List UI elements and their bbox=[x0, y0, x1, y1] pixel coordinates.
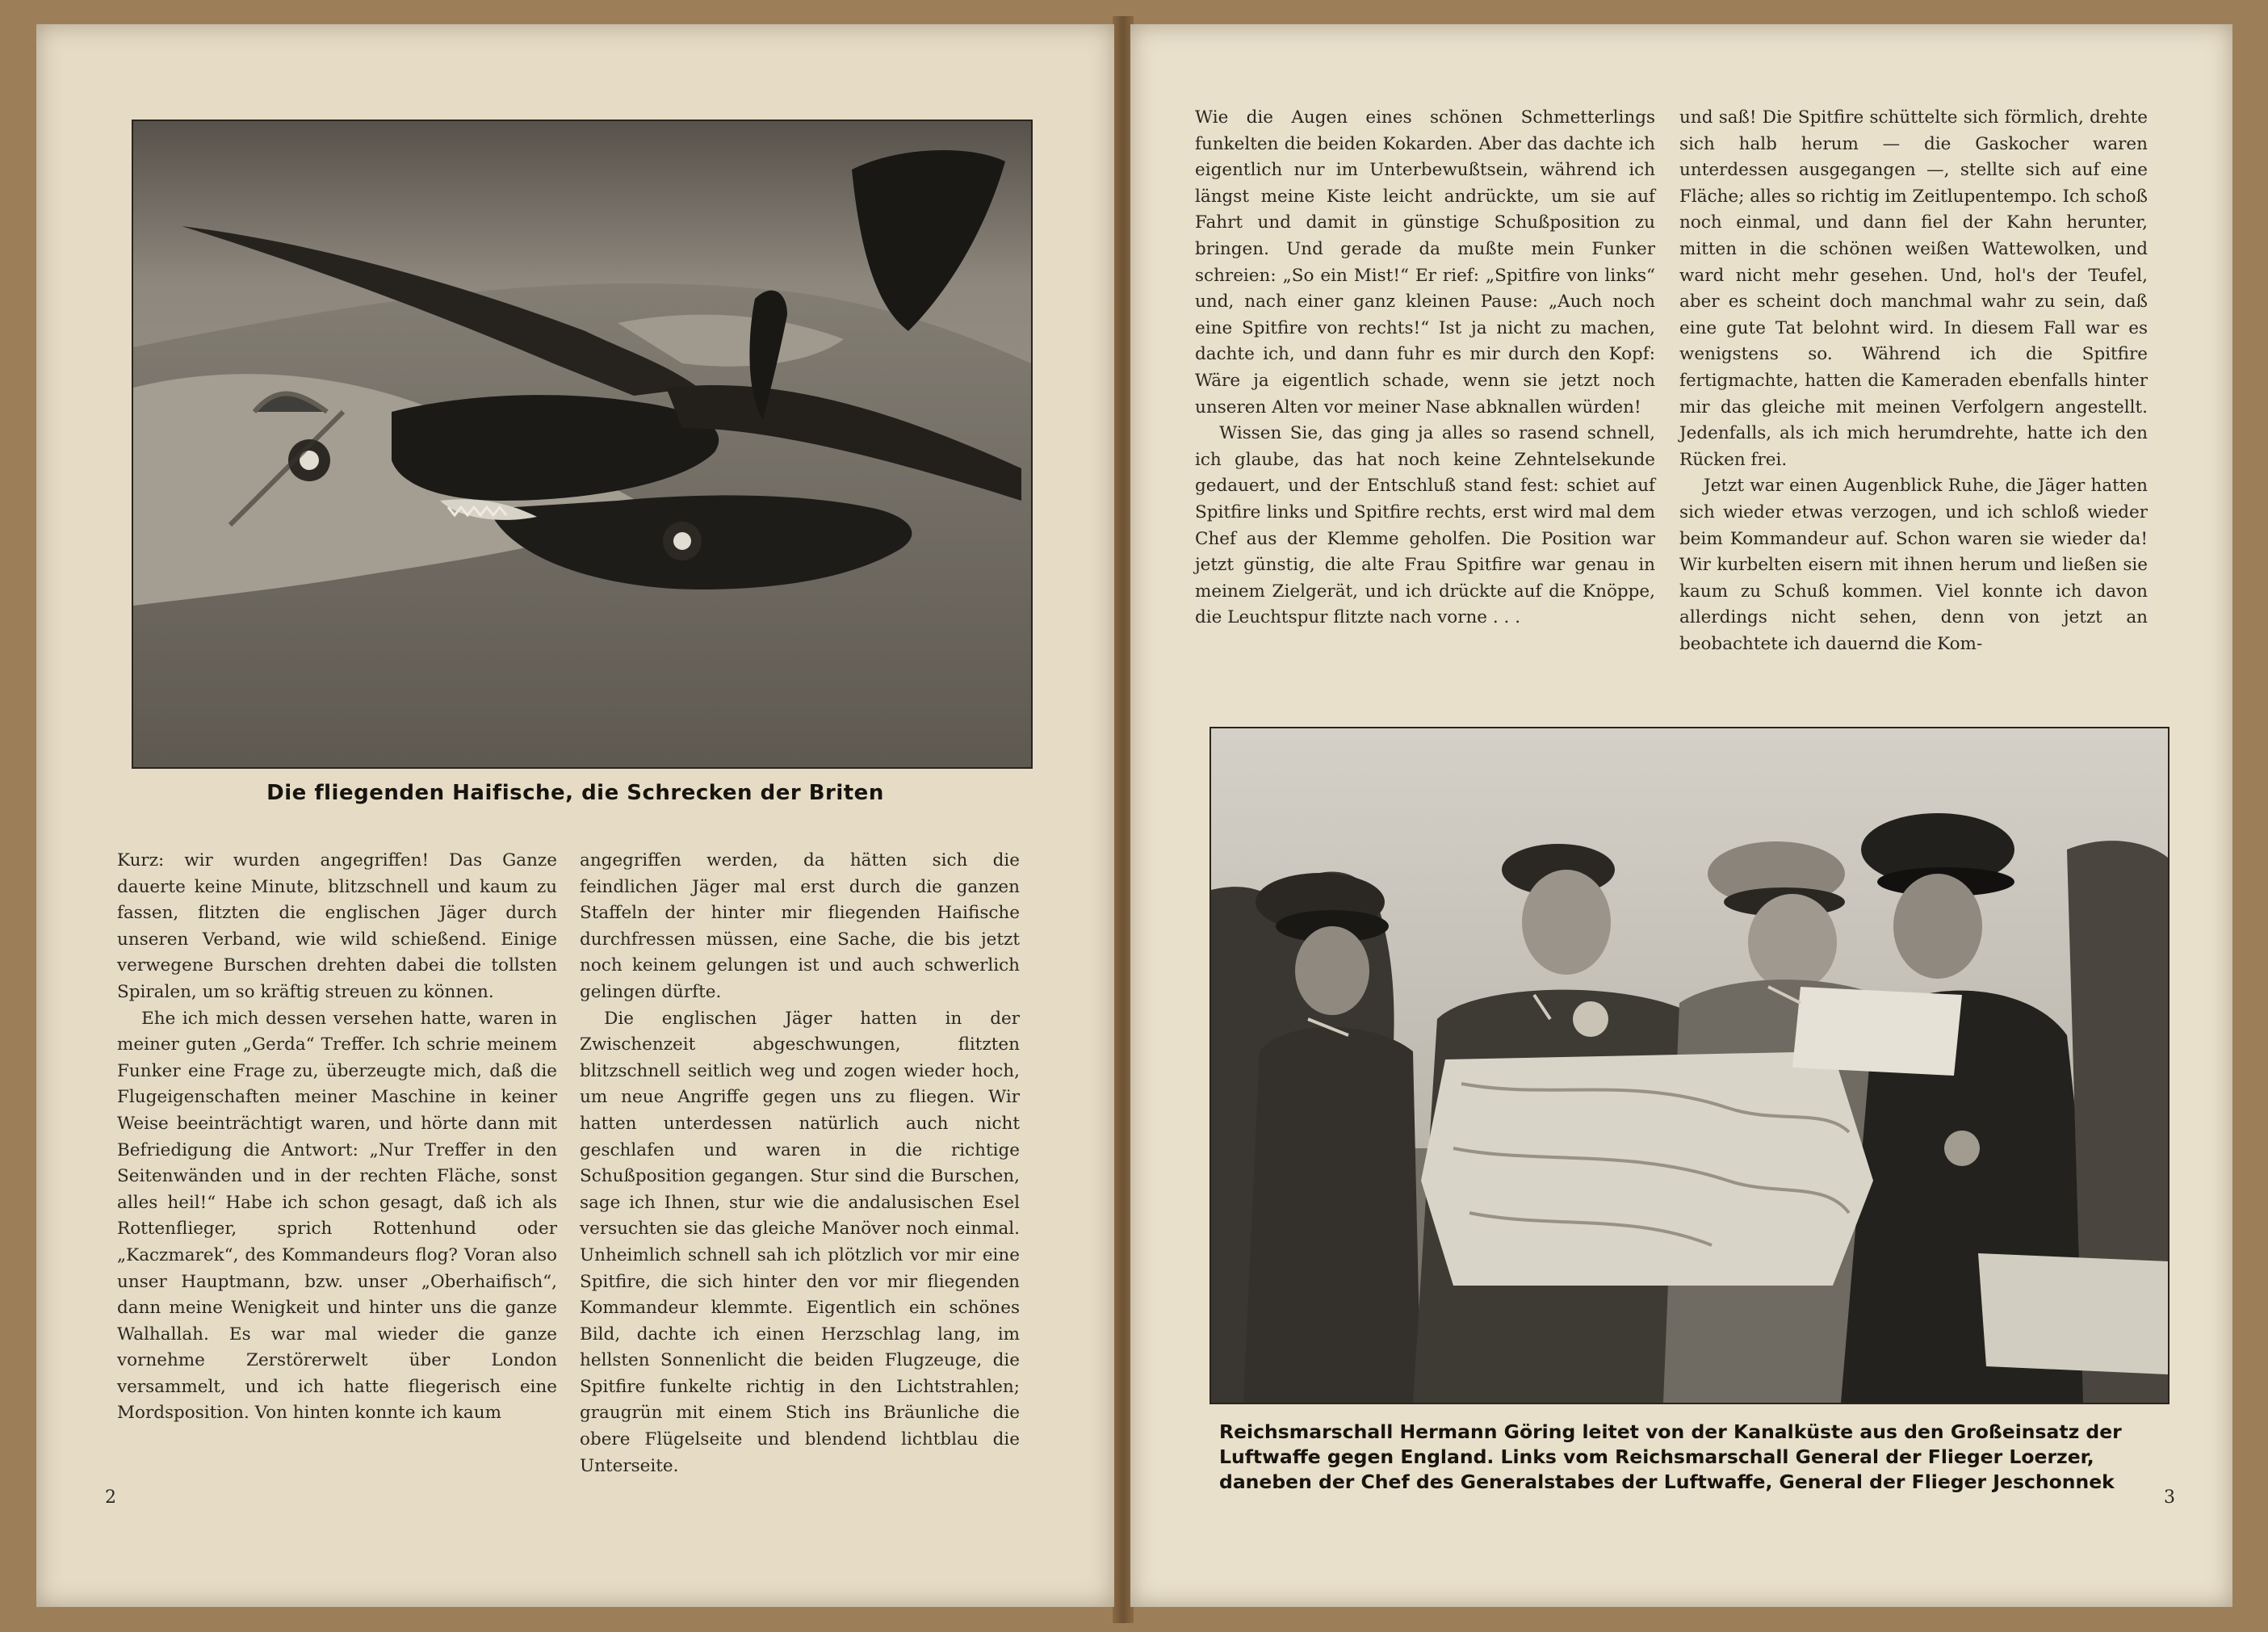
paragraph: Kurz: wir wurden angegriffen! Das Ganze dauerte keine Minute, blitzschnell und kaum zu fassen, flitzten die englischen Jäger durch unseren Verband, wie wild schießend. Einige verwegene Burschen drehten dabei die tollsten Spiralen, um so kräftig streuen zu können. bbox=[117, 850, 557, 1002]
officers-photo-caption bbox=[1219, 1420, 2172, 1495]
right-page-column-2 bbox=[1679, 105, 2148, 657]
page-number-left: 2 bbox=[105, 1487, 116, 1508]
aircraft-photo-caption: Die fliegenden Haifische, die Schrecken der Briten bbox=[266, 781, 884, 805]
left-page-column-1 bbox=[117, 848, 557, 1427]
paragraph: Ehe ich mich dessen versehen hatte, waren in meiner guten „Gerda“ Treffer. Ich schrie meinem Funker eine Frage zu, überzeugte mich, daß die Flugeigenschaften meiner Maschine in keiner Weise beeinträchtigt waren, und hörte dann mit Befriedigung die Antwort: „Nur Treffer in den Seitenwänden und in der rechten Fläche, sonst alles heil!“ Habe ich schon gesagt, daß ich als Rottenflieger, sprich Rottenhund oder „Kaczmarek“, des Kommandeurs flog? Voran also unser Hauptmann, bzw. unser „Oberhaifisch“, dann meine Wenigkeit und hinter uns die ganze Walhallah. Es war mal wieder die ganze vornehme Zerstörerwelt über London versammelt, und ich hatte fliegerisch eine Mordsposition. Von hinten konnte ich kaum bbox=[117, 1008, 557, 1424]
caption-line: daneben der Chef des Generalstabes der Luftwaffe, General der Flieger Jeschonnek bbox=[1219, 1470, 2115, 1493]
page-number-right: 3 bbox=[2164, 1487, 2175, 1508]
right-page-column-1 bbox=[1195, 105, 1655, 631]
paragraph: und saß! Die Spitfire schüttelte sich förmlich, drehte sich halb herum — die Gaskocher waren unterdessen ausgegangen —, stellte sich auf eine Fläche; alles so richtig im Zeitlupentempo. Ich schoß noch einmal, und dann fiel der Kahn herunter, mitten in die schönen weißen Wattewolken, und ward nicht mehr gesehen. Und, hol's der Teufel, aber es scheint doch manchmal wahr zu sein, daß eine gute Tat belohnt wird. In diesem Fall war es wenigstens so. Während ich die Spitfire fertigmachte, hatten die Kameraden ebenfalls hinter mir das gleiche mit meinen Verfolgern angestellt. Jedenfalls, als ich mich herumdrehte, hatte ich den Rücken frei. bbox=[1679, 107, 2148, 470]
officers-with-map-illustration bbox=[1211, 728, 2168, 1403]
paragraph: angegriffen werden, da hätten sich die feindlichen Jäger mal erst durch die ganzen Staffeln der hinter mir fliegenden Haifische durchfressen müssen, eine Sache, die bis jetzt noch keinem gelungen ist und auch schwerlich gelingen dürfte. bbox=[580, 850, 1020, 1002]
aircraft-photo bbox=[132, 120, 1033, 769]
caption-line: Luftwaffe gegen England. Links vom Reichsmarschall General der Flieger Loerzer, bbox=[1219, 1445, 2094, 1468]
paragraph: Jetzt war einen Augenblick Ruhe, die Jäger hatten sich wieder etwas verzogen, und ich schloß wieder beim Kommandeur auf. Schon waren sie wieder da! Wir kurbelten eisern mit ihnen herum und ließen sie kaum zu Schuß kommen. Viel konnte ich davon allerdings nicht sehen, denn von jetzt an beobachtete ich dauernd die Kom- bbox=[1679, 476, 2148, 654]
officers-photo bbox=[1209, 727, 2169, 1404]
paragraph: Wissen Sie, das ging ja alles so rasend schnell, ich glaube, das hat noch keine Zehntelsekunde gedauert, und der Entschluß stand fest: schiet auf Spitfire links und Spitfire rechts, erst wird mal dem Chef aus der Klemme geholfen. Die Position war jetzt günstig, die alte Frau Spitfire war genau in meinem Zielgerät, und ich drückte auf die Knöppe, die Leuchtspur flitzte nach vorne . . . bbox=[1195, 423, 1655, 628]
right-page bbox=[1130, 24, 2232, 1607]
messerschmitt-bf110-illustration bbox=[133, 121, 1031, 767]
paragraph: Die englischen Jäger hatten in der Zwischenzeit abgeschwungen, flitzten blitzschnell seitlich weg und zogen wieder hoch, um neue Angriffe gegen uns zu fliegen. Wir hatten unterdessen natürlich auch nicht geschlafen und waren in die richtige Schußposition gegangen. Stur sind die Burschen, sage ich Ihnen, stur wie die andalusischen Esel versuchten sie das gleiche Manöver noch einmal. Unheimlich schnell sah ich plötzlich vor mir eine Spitfire, die sich hinter den vor mir fliegenden Kommandeur klemmte. Eigentlich ein schönes Bild, dachte ich einen Herzschlag lang, im hellsten Sonnenlicht die beiden Flugzeuge, die Spitfire funkelte richtig in den Lichtstrahlen; graugrün mit einem Stich ins Bräunliche die obere Flügelseite und blendend lichtblau die Unterseite. bbox=[580, 1008, 1020, 1476]
left-page bbox=[36, 24, 1114, 1607]
paragraph: Wie die Augen eines schönen Schmetterlings funkelten die beiden Kokarden. Aber das dachte ich eigentlich nur im Unterbewußtsein, während ich längst meine Kiste leicht andrückte, um sie auf Fahrt und damit in günstige Schußposition zu bringen. Und gerade da mußte mein Funker schreien: „So ein Mist!“ Er rief: „Spitfire von links“ und, nach einer ganz kleinen Pause: „Auch noch eine Spitfire von rechts!“ Ist ja nicht zu machen, dachte ich, und dann fuhr es mir durch den Kopf: Wäre ja eigentlich schade, wenn sie jetzt noch unseren Alten vor meiner Nase abknallen würden! bbox=[1195, 107, 1655, 417]
left-page-column-2 bbox=[580, 848, 1020, 1479]
caption-line: Reichsmarschall Hermann Göring leitet von der Kanalküste aus den Großeinsatz der bbox=[1219, 1420, 2122, 1443]
